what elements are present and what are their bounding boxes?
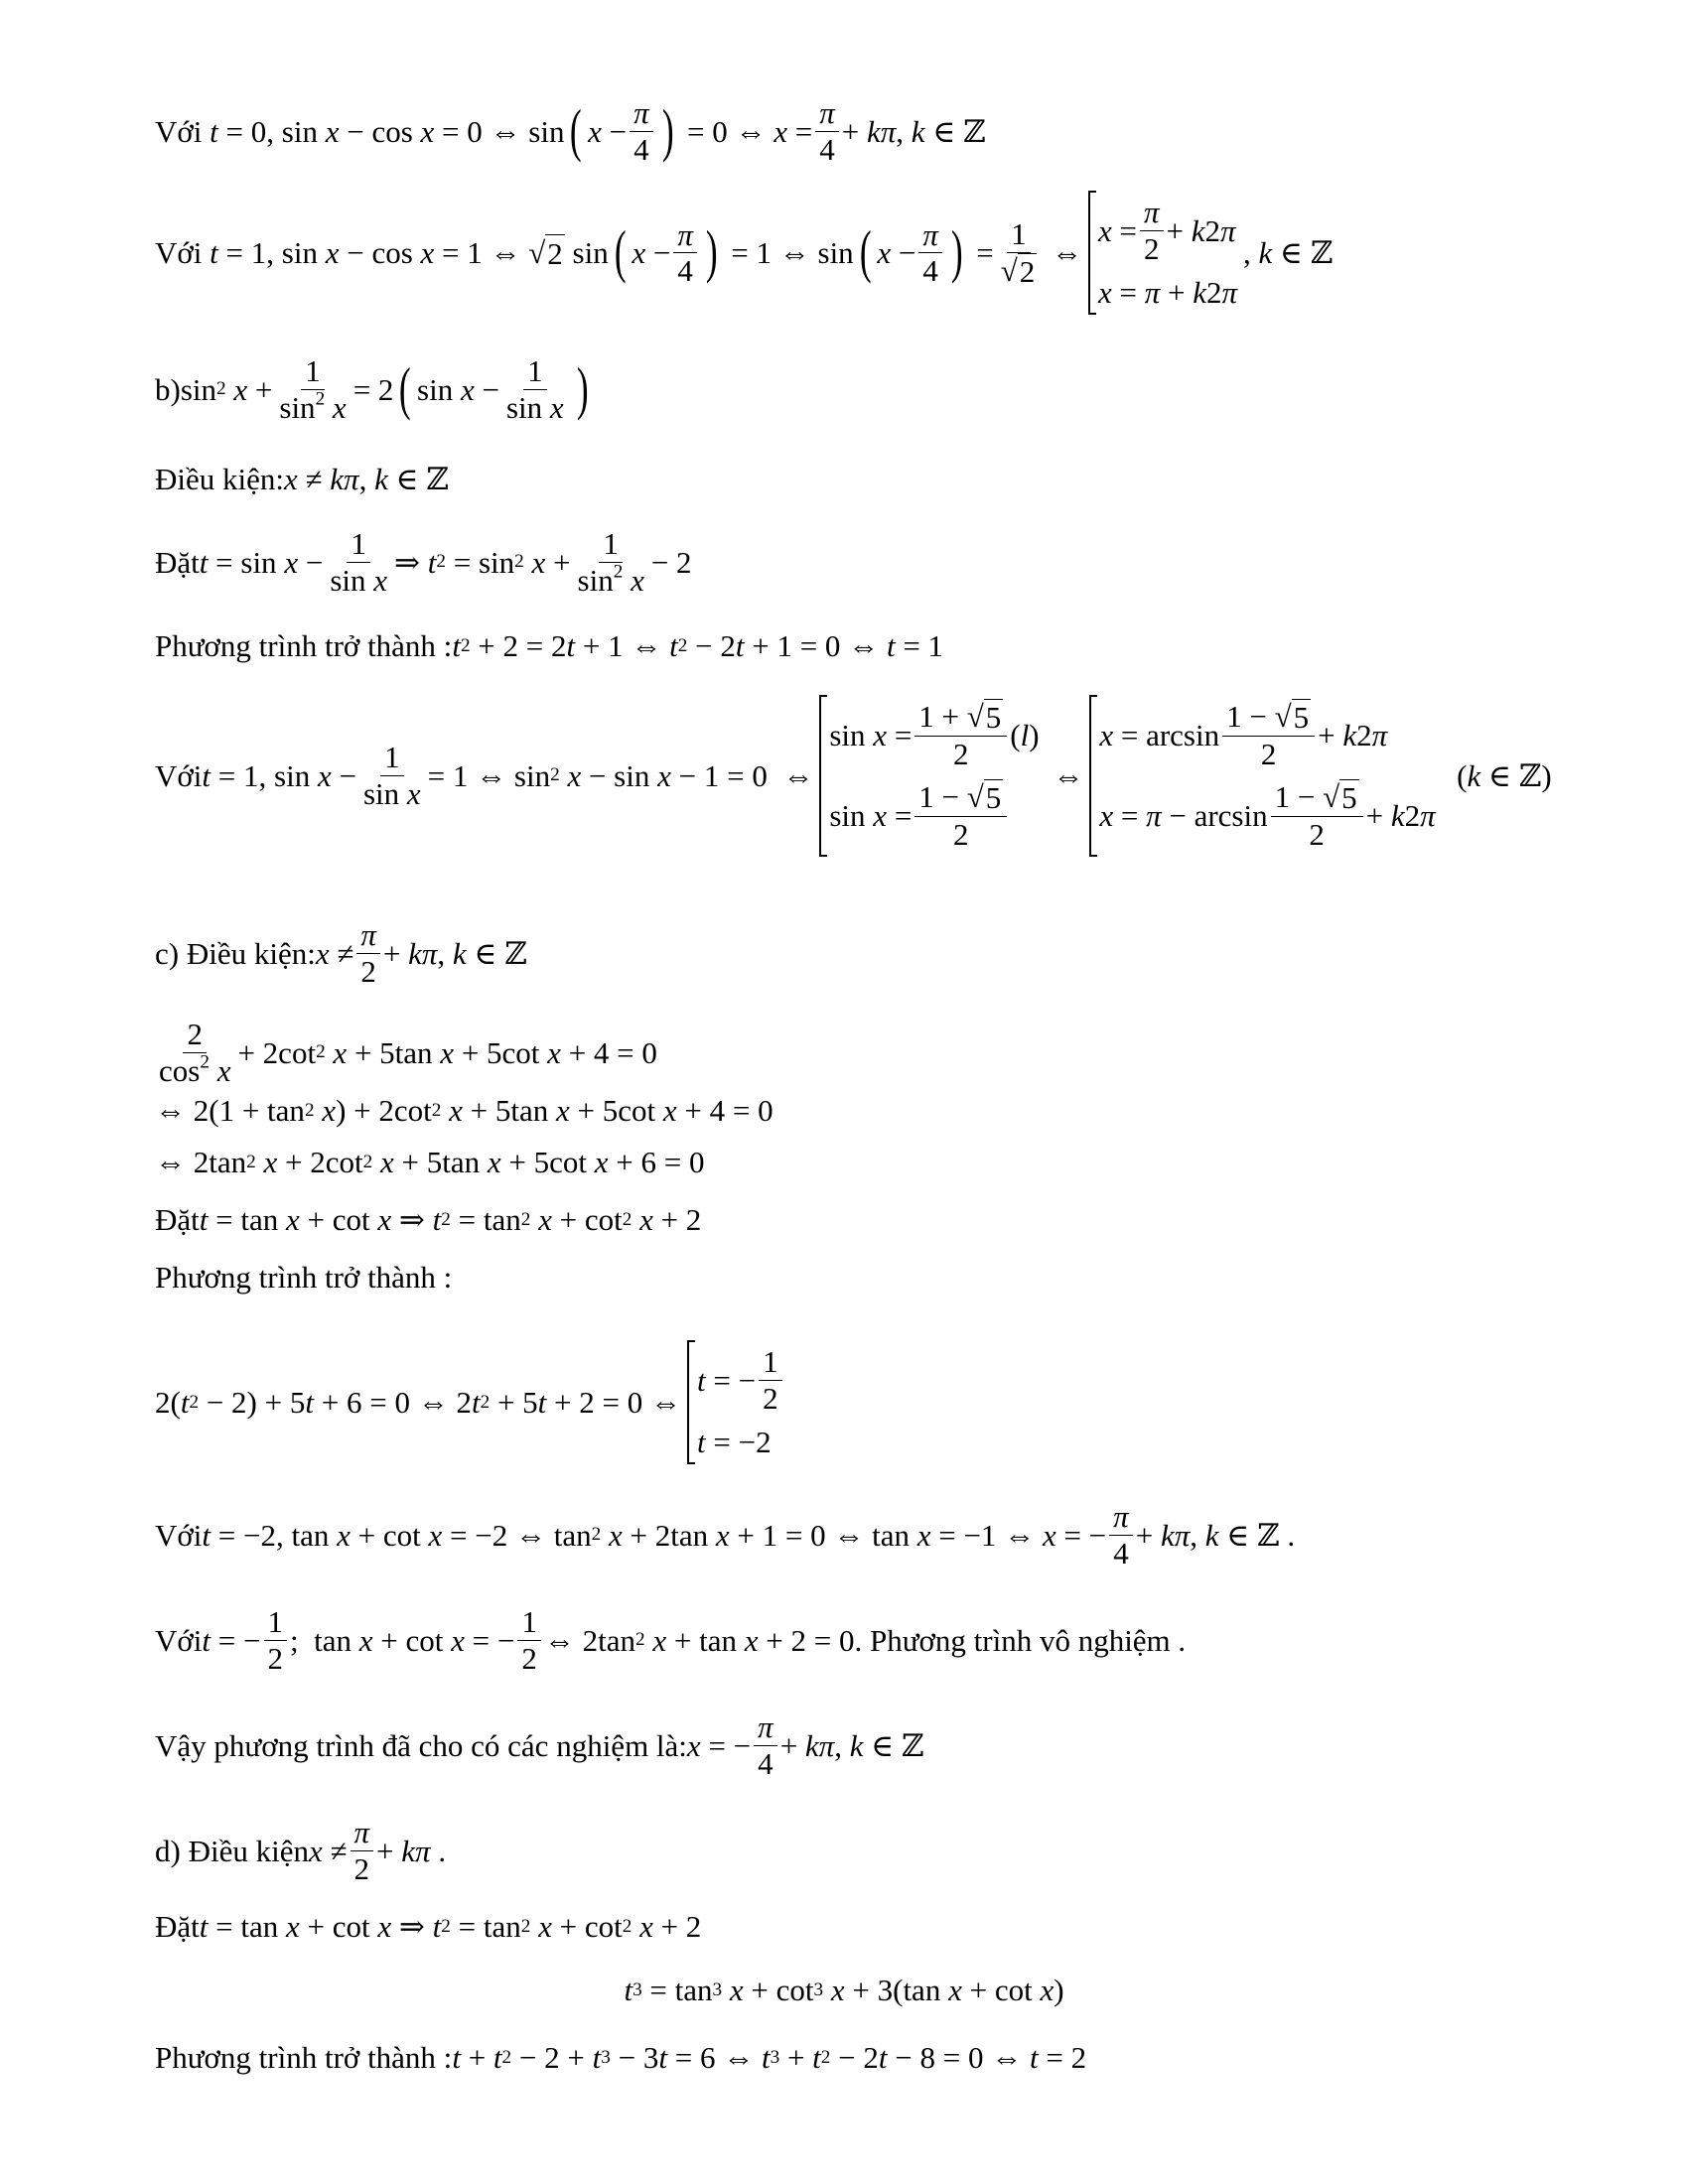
label-dieu-kien: Điều kiện:	[155, 462, 284, 496]
line-voi-b: Với t = 1, sin x − $\frac{1}{\text{sin x}}$ = 1 ⇔ sin 2 x − sin x − 1 = 0 ⇔ sin x = 1 + √ 5 2 ( l ) sin x = 1 − √ 5 2 ⇔ x = arcsin 1 − √ 5 2 + k 2 π x = π − arcsin 1 − √ 5 2 + k 2 π ( k ∈ ℤ)	[155, 695, 1552, 857]
label-voi: Với	[155, 1622, 203, 1658]
line-d-cube: t 3 = tan 3 x + cot 3 x + 3(tan x + cot x )	[624, 1973, 1064, 2007]
label-d: d) Điều kiện	[155, 1833, 309, 1868]
label-dat: Đặt	[155, 544, 200, 580]
label-vay: Vậy phương trình đã cho có các nghiệm là:	[155, 1727, 687, 1763]
line-c: c) Điều kiện: x ≠ $\frac{\pi}{2}$ + kπ , k ∈ ℤ	[155, 917, 527, 989]
line-c-eq2: ⇔ 2(1 + tan 2 x ) + 2cot 2 x + 5tan x + 5cot x + 4 = 0	[155, 1093, 774, 1128]
line-pt-d: Phương trình trở thành : t + t 2 − 2 + t 3 − 3 t = 6 ⇔ t 3 + t 2 − 2 t − 8 = 0 ⇔ t = 2	[155, 2040, 1087, 2075]
line-voi-c2: Với t = − $\frac{1}{2}$ ; tan x + cot x = − $\frac{1}{2}$ ⇔ 2tan 2 x + tan x + 2 = 0 . Phương trình vô nghiệm .	[155, 1604, 1187, 1676]
no-solution-text: . Phương trình vô nghiệm .	[854, 1622, 1187, 1658]
line-c-eq1: $\frac{2}{\cos^2 x}$ + 2cot 2 x + 5tan x + 5cot x + 4 = 0	[159, 1017, 657, 1088]
label-pt: Phương trình trở thành :	[155, 628, 453, 663]
label-pt: Phương trình trở thành :	[155, 2040, 453, 2075]
label-pt: Phương trình trở thành :	[155, 1260, 453, 1295]
label-voi: Với	[155, 113, 203, 149]
line-dat-c: Đặt t = tan x + cot x ⇒ t 2 = tan 2 x + cot 2 x + 2	[155, 1202, 702, 1237]
label-dat: Đặt	[155, 1202, 200, 1237]
line-t0: Với t = 0, sin x − cos x = 0 ⇔ sin ( x − $\frac{\pi}{4}$ ) = 0 ⇔ x = $\frac{\pi}{4}$ + kπ , k ∈ ℤ	[155, 95, 986, 167]
line-dk-b: Điều kiện: x ≠ kπ , k ∈ ℤ	[155, 462, 449, 496]
line-vay: Vậy phương trình đã cho có các nghiệm là: x = − $\frac{\pi}{4}$ + kπ , k ∈ ℤ	[155, 1709, 924, 1781]
label-b: b)	[155, 371, 181, 407]
line-b: b) sin 2 x + $\frac{1}{\sin^2 x}$ = 2 ( sin x − $\frac{1}{\text{sin x}}$ )	[155, 353, 589, 425]
line-d: d) Điều kiện x ≠ $\frac{\pi}{2}$ + kπ .	[155, 1815, 447, 1886]
line-t1: Với t = 1, sin x − cos x = 1 ⇔ √ 2 sin ( x − $\frac{\pi}{4}$ ) = 1 ⇔ sin ( x − $\frac{\pi}{4}$ ) = 1 √ 2 ⇔ x = $\frac{\pi}{2}$ + k 2 π x = π + k 2 π , k ∈ ℤ	[155, 191, 1333, 315]
line-pt-c	[155, 1259, 452, 1296]
line-c-quad: 2( t 2 − 2) + 5 t + 6 = 0 ⇔ 2 t 2 + 5 t + 2 = 0 ⇔ t = − $\frac{1}{2}$ t = −2	[155, 1340, 791, 1464]
label-voi: Với	[155, 757, 203, 793]
line-c-eq3: ⇔ 2tan 2 x + 2cot 2 x + 5tan x + 5cot x + 6 = 0	[155, 1145, 705, 1179]
label-c: c) Điều kiện:	[155, 935, 316, 971]
line-voi-c1: Với t = −2, tan x + cot x = −2 ⇔ tan 2 x + 2tan x + 1 = 0 ⇔ tan x = −1 ⇔ x = − $\frac{\pi}{4}$ + kπ , k ∈ ℤ .	[155, 1499, 1296, 1570]
line-dat-d: Đặt t = tan x + cot x ⇒ t 2 = tan 2 x + cot 2 x + 2	[155, 1909, 702, 1944]
label-voi: Với	[155, 1517, 203, 1553]
line-dat-b: Đặt t = sin x − $\frac{1}{\text{sin x}}$ ⇒ t 2 = sin 2 x + $\frac{1}{\sin^2 x}$ − 2	[155, 526, 692, 598]
label-voi: Với	[155, 235, 203, 271]
line-pt-b: Phương trình trở thành : t 2 + 2 = 2 t + 1 ⇔ t 2 − 2 t + 1 = 0 ⇔ t = 1	[155, 628, 944, 663]
label-dat: Đặt	[155, 1909, 200, 1944]
